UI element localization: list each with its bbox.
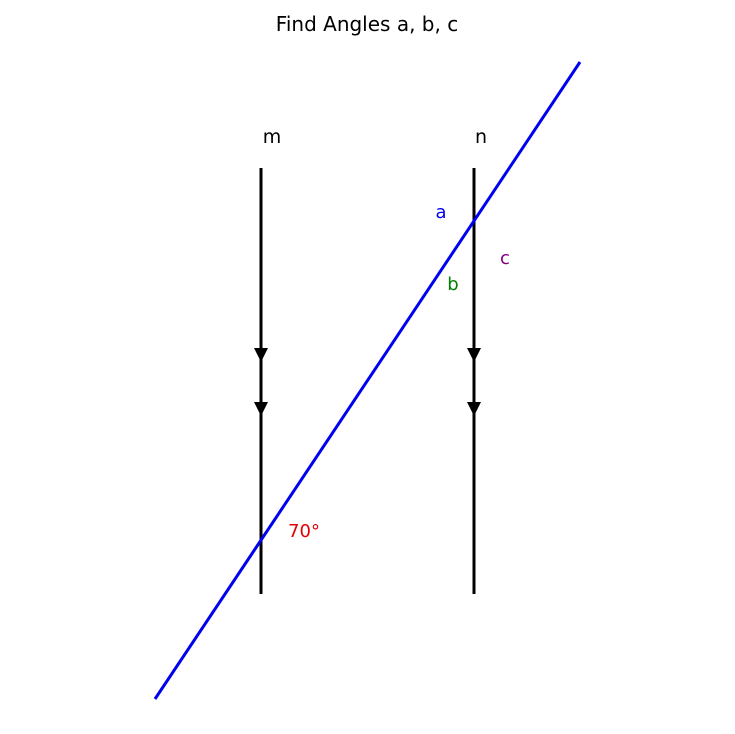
parallel-arrow-m-1: [254, 348, 268, 362]
line-m-label: m: [262, 126, 282, 148]
angle-b-label: b: [447, 274, 459, 295]
angle-a-label: a: [435, 202, 447, 223]
parallel-arrow-n-1: [467, 348, 481, 362]
line-n-label: n: [474, 126, 488, 148]
transversal-line: [155, 62, 580, 699]
diagram-title: Find Angles a, b, c: [275, 12, 459, 36]
given-angle-label: 70°: [288, 521, 320, 542]
parallel-arrow-n-2: [467, 402, 481, 416]
angle-c-label: c: [500, 248, 510, 269]
parallel-arrow-m-2: [254, 402, 268, 416]
